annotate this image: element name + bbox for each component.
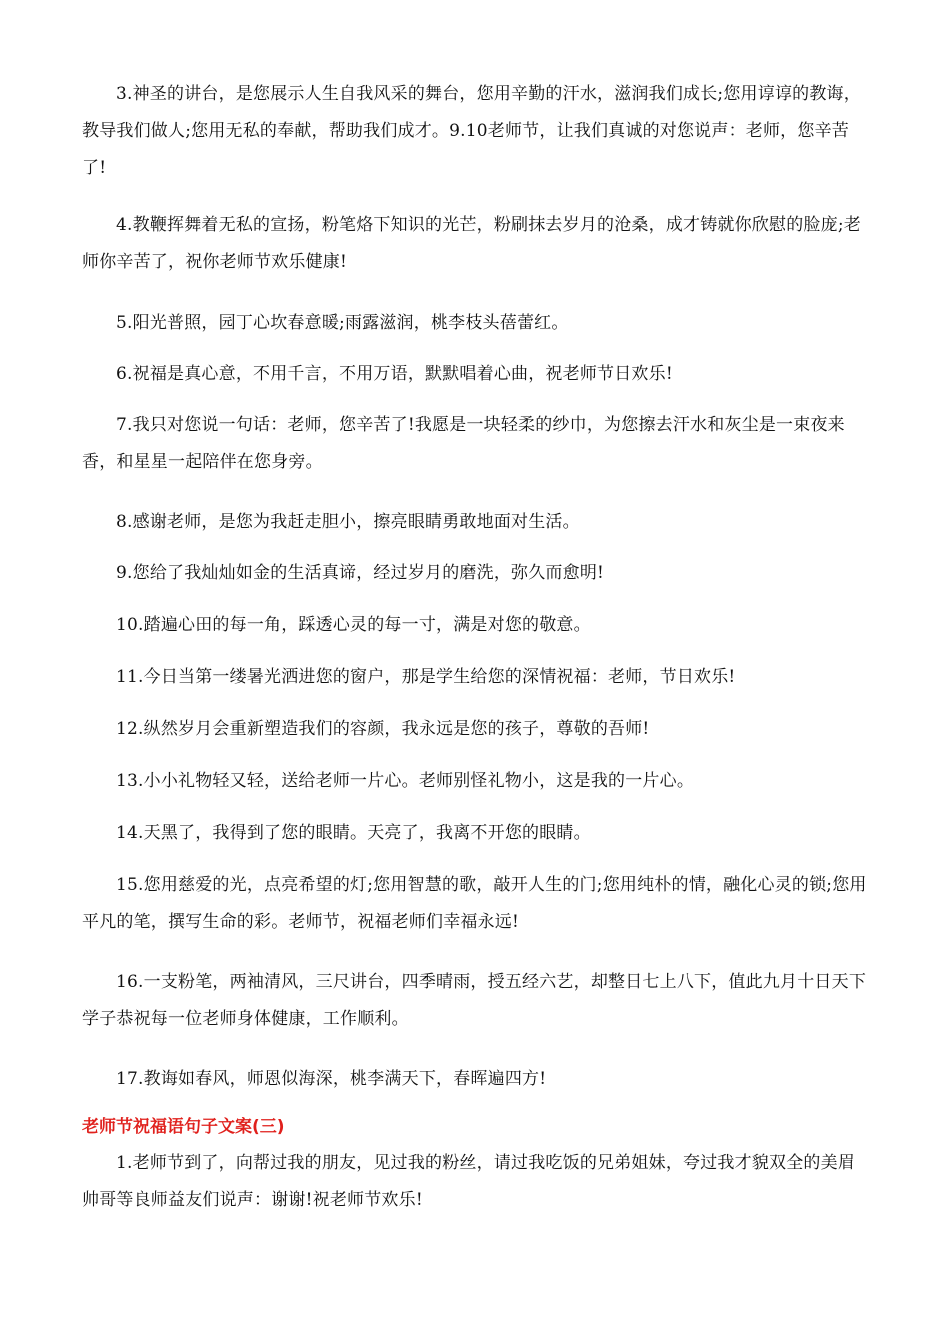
paragraph-11: 11.今日当第一缕暑光洒进您的窗户，那是学生给您的深情祝福：老师，节日欢乐! xyxy=(116,667,736,687)
section-heading: 老师节祝福语句子文案(三) xyxy=(82,1117,285,1137)
paragraph-3: 3.神圣的讲台，是您展示人生自我风采的舞台，您用辛勤的汗水，滋润我们成长;您用谆谆的教诲，教导我们做人;您用无私的奉献，帮助我们成才。9.10老师节，让我们真诚的对您说声：老师，您辛苦了! xyxy=(82,84,861,178)
paragraph-9: 9.您给了我灿灿如金的生活真谛，经过岁月的磨洗，弥久而愈明! xyxy=(116,563,605,583)
paragraph-7: 7.我只对您说一句话：老师，您辛苦了!我愿是一块轻柔的纱巾，为您擦去汗水和灰尘是一束夜来香，和星星一起陪伴在您身旁。 xyxy=(82,415,845,472)
paragraph-14: 14.天黑了，我得到了您的眼睛。天亮了，我离不开您的眼睛。 xyxy=(116,823,591,843)
paragraph-6: 6.祝福是真心意，不用千言，不用万语，默默唱着心曲，祝老师节日欢乐! xyxy=(116,364,673,384)
paragraph-5: 5.阳光普照，园丁心坎春意暖;雨露滋润，桃李枝头蓓蕾红。 xyxy=(116,313,569,333)
paragraph-12: 12.纵然岁月会重新塑造我们的容颜，我永远是您的孩子，尊敬的吾师! xyxy=(116,719,650,739)
paragraph-8: 8.感谢老师，是您为我赶走胆小，擦亮眼睛勇敢地面对生活。 xyxy=(116,512,580,532)
paragraph-13: 13.小小礼物轻又轻，送给老师一片心。老师别怪礼物小，这是我的一片心。 xyxy=(116,771,695,791)
paragraph-4: 4.教鞭挥舞着无私的宣扬，粉笔烙下知识的光芒，粉刷抹去岁月的沧桑，成才铸就你欣慰的脸庞;老师你辛苦了，祝你老师节欢乐健康! xyxy=(82,215,861,272)
paragraph-17: 17.教诲如春风，师恩似海深，桃李满天下，春晖遍四方! xyxy=(116,1069,547,1089)
paragraph-15: 15.您用慈爱的光，点亮希望的灯;您用智慧的歌，敲开人生的门;您用纯朴的情，融化心灵的锁;您用平凡的笔，撰写生命的彩。老师节，祝福老师们幸福永远! xyxy=(82,875,867,932)
paragraph-section3-1: 1.老师节到了，向帮过我的朋友，见过我的粉丝，请过我吃饭的兄弟姐妹，夸过我才貌双全的美眉帅哥等良师益友们说声：谢谢!祝老师节欢乐! xyxy=(82,1153,856,1210)
paragraph-16: 16.一支粉笔，两袖清风，三尺讲台，四季晴雨，授五经六艺，却整日七上八下，值此九月十日天下学子恭祝每一位老师身体健康，工作顺利。 xyxy=(82,972,867,1029)
paragraph-10: 10.踏遍心田的每一角，踩透心灵的每一寸，满是对您的敬意。 xyxy=(116,615,591,635)
